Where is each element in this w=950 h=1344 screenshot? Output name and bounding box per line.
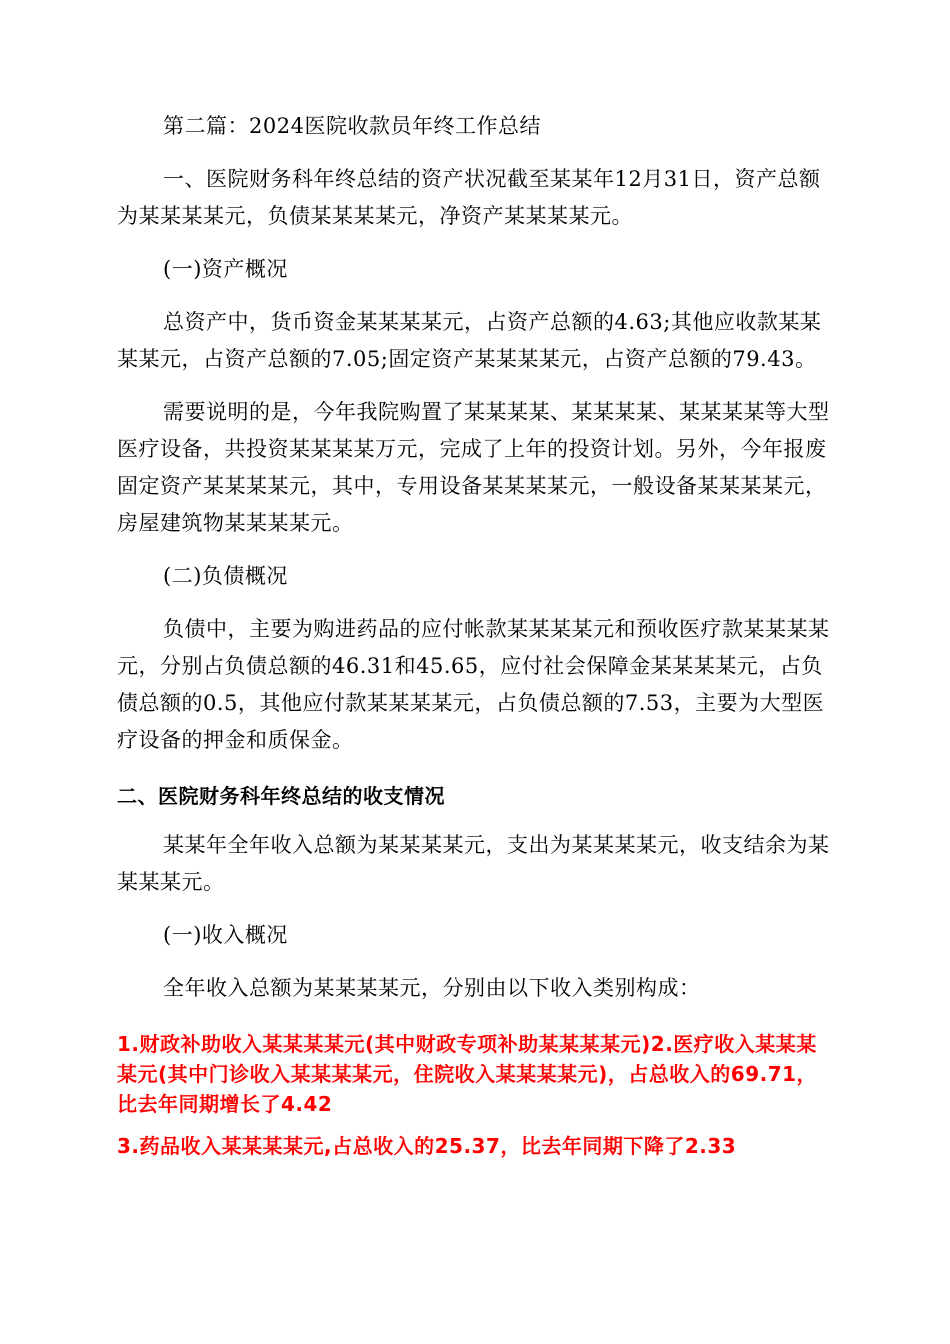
document-title: 第二篇：2024医院收款员年终工作总结: [163, 114, 541, 138]
heading-asset-overview: (一)资产概况: [163, 257, 288, 281]
paragraph-liability-details: 负债中，主要为购进药品的应付帐款某某某某元和预收医疗款某某某某元，分别占负债总额的46.31和45.65，应付社会保障金某某某某元，占负债总额的0.5，其他应付款某某某某元，占负债总额的7.53，主要为大型医疗设备的押金和质保金。: [117, 617, 830, 752]
paragraph-income-composition: 全年收入总额为某某某某元，分别由以下收入类别构成：: [163, 976, 701, 1000]
heading-liability-overview: (二)负债概况: [163, 564, 288, 588]
heading-income-overview: (一)收入概况: [163, 923, 288, 947]
paragraph-asset-status: 一、医院财务科年终总结的资产状况截至某某年12月31日，资产总额为某某某某元，负债某某某某元，净资产某某某某元。: [117, 167, 821, 228]
paragraph-income-expense-summary: 某某年全年收入总额为某某某某元，支出为某某某某元，收支结余为某某某某元。: [117, 833, 830, 894]
paragraph-asset-details: 总资产中，货币资金某某某某元，占资产总额的4.63;其他应收款某某某某元，占资产总额的7.05;固定资产某某某某元，占资产总额的79.43。: [117, 310, 822, 371]
highlight-income-item-3: 3.药品收入某某某某元,占总收入的25.37，比去年同期下降了2.33: [117, 1134, 737, 1158]
section-heading-income-expense: 二、医院财务科年终总结的收支情况: [117, 784, 445, 808]
paragraph-equipment-note: 需要说明的是，今年我院购置了某某某某、某某某某、某某某某等大型医疗设备，共投资某某某某万元，完成了上年的投资计划。另外，今年报废固定资产某某某某元，其中，专用设备某某某某元，一般设备某某某某元，房屋建筑物某某某某元。: [117, 400, 830, 535]
highlight-income-items-1-2: 1.财政补助收入某某某某元(其中财政专项补助某某某某元)2.医疗收入某某某某元(其中门诊收入某某某某元，住院收入某某某某元)，占总收入的69.71，比去年同期增长了4.42: [117, 1032, 818, 1116]
document-body: [117, 108, 833, 1161]
